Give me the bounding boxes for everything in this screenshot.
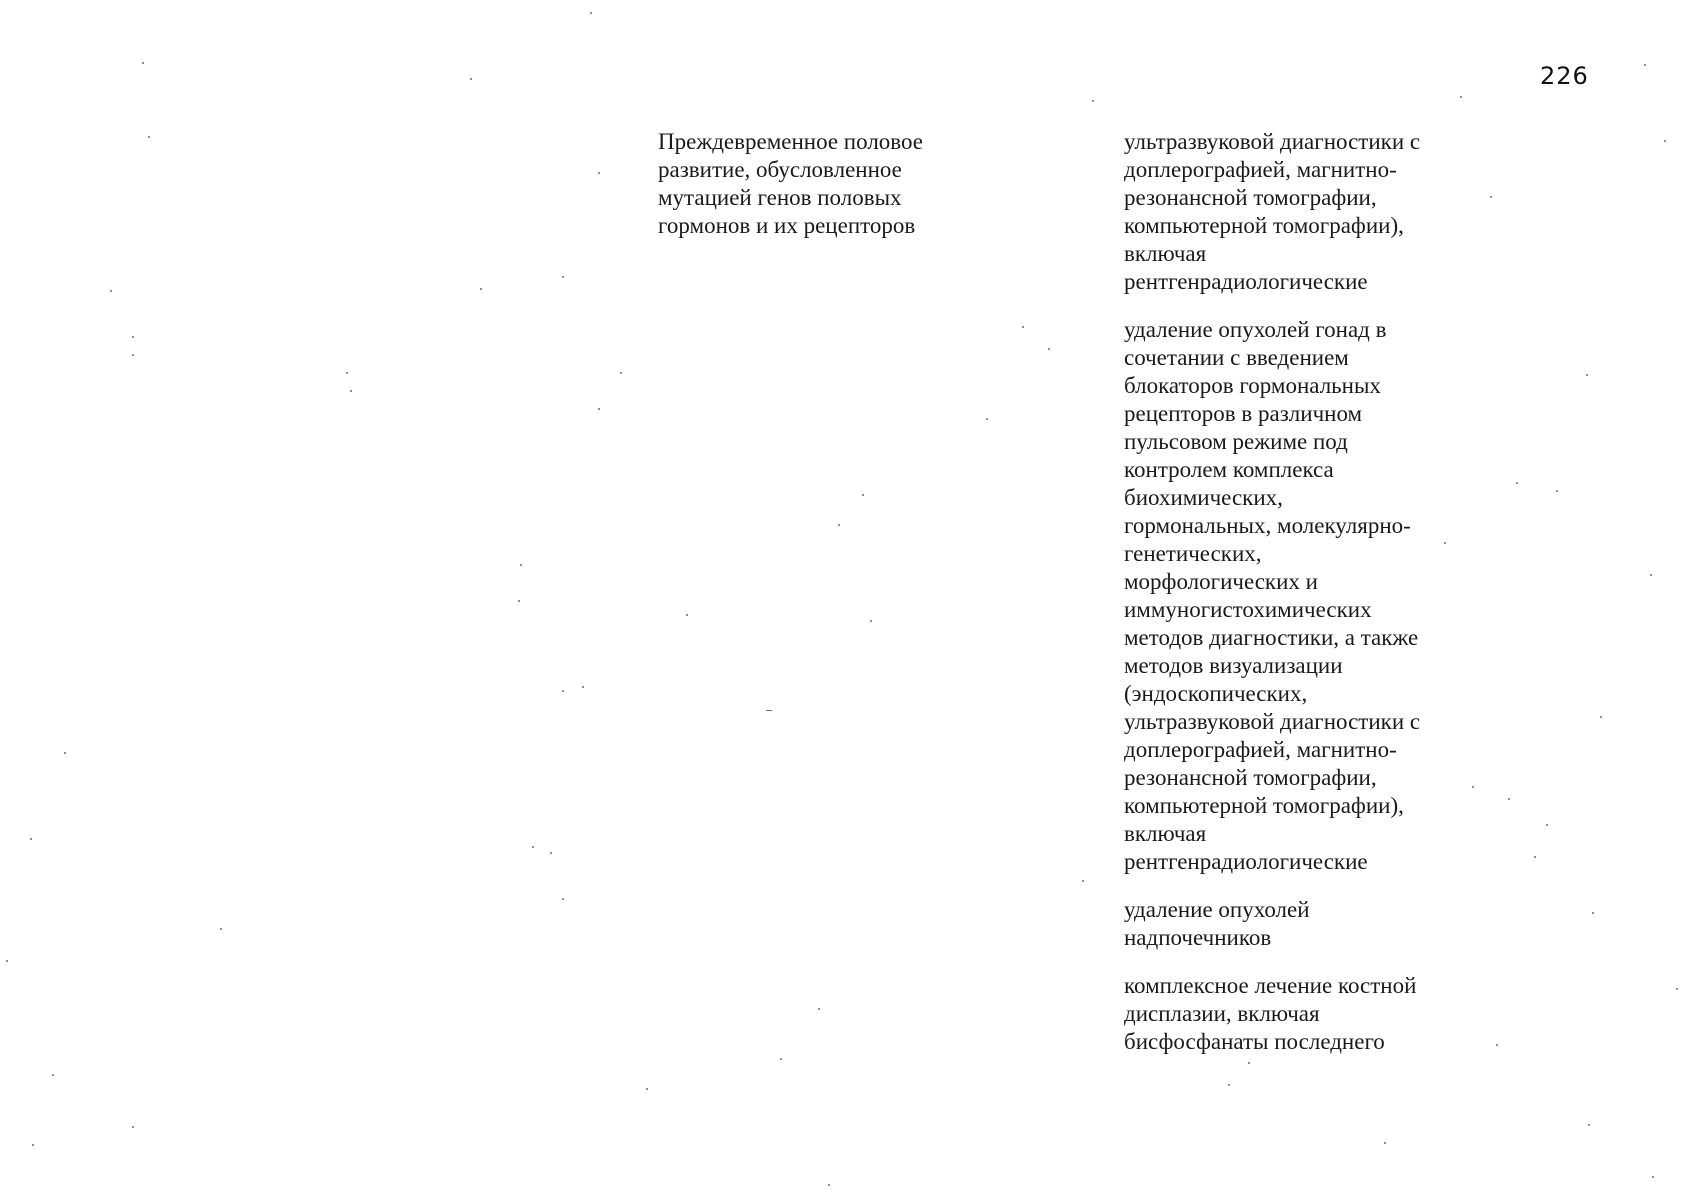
scan-speck bbox=[1048, 348, 1050, 350]
text-line: блокаторов гормональных bbox=[1124, 373, 1381, 398]
text-line: гормонов и их рецепторов bbox=[658, 213, 916, 238]
scan-speck bbox=[1496, 1044, 1498, 1046]
diagnosis-column bbox=[658, 128, 988, 240]
scan-speck bbox=[870, 620, 872, 622]
scan-speck bbox=[1664, 140, 1666, 142]
scan-speck bbox=[1592, 912, 1594, 914]
text-line: методов диагностики, а также bbox=[1124, 625, 1419, 650]
scan-speck bbox=[1650, 574, 1652, 576]
scan-speck bbox=[562, 690, 564, 692]
text-line: мутацией генов половых bbox=[658, 185, 902, 210]
treatment-paragraph-4 bbox=[1124, 972, 1484, 1056]
text-line: развитие, обусловленное bbox=[658, 157, 902, 182]
text-line: пульсовом режиме под bbox=[1124, 429, 1348, 454]
treatment-paragraph-1 bbox=[1124, 128, 1484, 296]
scan-speck bbox=[562, 898, 564, 900]
text-line: Преждевременное половое bbox=[658, 129, 923, 154]
page-number: 226 bbox=[1540, 62, 1589, 90]
scan-speck bbox=[518, 600, 520, 602]
text-line: контролем комплекса bbox=[1124, 457, 1334, 482]
scan-speck bbox=[148, 136, 150, 138]
text-line: рецепторов в различном bbox=[1124, 401, 1363, 426]
text-line: компьютерной томографии), bbox=[1124, 793, 1404, 818]
scan-speck bbox=[32, 1144, 34, 1146]
scan-speck bbox=[1092, 100, 1094, 102]
text-line: удаление опухолей bbox=[1124, 897, 1310, 922]
text-line: доплерографией, магнитно- bbox=[1124, 737, 1397, 762]
text-line: генетических, bbox=[1124, 541, 1262, 566]
scan-speck bbox=[1508, 798, 1510, 800]
scan-speck bbox=[818, 1008, 820, 1010]
scan-speck bbox=[1444, 542, 1446, 544]
scan-speck bbox=[480, 288, 482, 290]
text-line: ультразвуковой диагностики с bbox=[1124, 129, 1421, 154]
scan-speck bbox=[346, 372, 348, 374]
scan-speck bbox=[862, 494, 864, 496]
scan-speck bbox=[1644, 64, 1646, 66]
scan-speck bbox=[1534, 856, 1536, 858]
text-line: включая bbox=[1124, 821, 1207, 846]
scan-speck bbox=[986, 418, 988, 420]
scan-speck bbox=[1228, 1084, 1230, 1086]
scan-speck bbox=[686, 614, 688, 616]
text-line: рентгенрадиологические bbox=[1124, 269, 1368, 294]
text-line: морфологических и bbox=[1124, 569, 1318, 594]
scan-speck bbox=[1022, 326, 1024, 328]
scan-speck bbox=[1652, 1176, 1654, 1178]
scan-speck bbox=[550, 852, 552, 854]
scan-speck bbox=[110, 290, 112, 292]
scan-speck bbox=[1588, 1124, 1590, 1126]
text-line: надпочечников bbox=[1124, 925, 1272, 950]
scan-speck bbox=[64, 752, 66, 754]
text-line: комплексное лечение костной bbox=[1124, 973, 1417, 998]
scan-speck bbox=[598, 408, 600, 410]
text-line: резонансной томографии, bbox=[1124, 765, 1377, 790]
scan-speck bbox=[532, 846, 534, 848]
scan-speck bbox=[220, 928, 222, 930]
scan-speck bbox=[838, 524, 840, 526]
text-line: рентгенрадиологические bbox=[1124, 849, 1368, 874]
scan-speck bbox=[132, 336, 134, 338]
scan-speck bbox=[766, 710, 772, 711]
text-line: резонансной томографии, bbox=[1124, 185, 1377, 210]
text-line: доплерографией, магнитно- bbox=[1124, 157, 1397, 182]
text-line: дисплазии, включая bbox=[1124, 1001, 1320, 1026]
diagnosis-text bbox=[658, 128, 988, 240]
scan-speck bbox=[582, 686, 584, 688]
scan-speck bbox=[1676, 988, 1678, 990]
scan-speck bbox=[52, 1074, 54, 1076]
scan-speck bbox=[780, 1058, 782, 1060]
scan-speck bbox=[1556, 490, 1558, 492]
text-line: ультразвуковой диагностики с bbox=[1124, 709, 1421, 734]
text-line: биохимических, bbox=[1124, 485, 1283, 510]
scan-speck bbox=[142, 62, 144, 64]
scan-speck bbox=[1516, 482, 1518, 484]
scan-speck bbox=[1460, 96, 1462, 98]
scan-speck bbox=[590, 12, 592, 14]
scan-speck bbox=[1082, 880, 1084, 882]
text-line: методов визуализации bbox=[1124, 653, 1343, 678]
scan-speck bbox=[132, 354, 134, 356]
scan-speck bbox=[470, 78, 472, 80]
scan-speck bbox=[646, 1088, 648, 1090]
text-line: (эндоскопических, bbox=[1124, 681, 1308, 706]
scan-speck bbox=[1472, 786, 1474, 788]
scan-speck bbox=[1546, 824, 1548, 826]
scan-speck bbox=[520, 564, 522, 566]
treatment-column bbox=[1124, 128, 1484, 1056]
scan-speck bbox=[1248, 1062, 1250, 1064]
scan-speck bbox=[30, 838, 32, 840]
text-line: сочетании с введением bbox=[1124, 345, 1349, 370]
treatment-paragraph-2 bbox=[1124, 316, 1484, 876]
scan-speck bbox=[562, 276, 564, 278]
scan-speck bbox=[132, 1126, 134, 1128]
scan-speck bbox=[1384, 1142, 1386, 1144]
scan-speck bbox=[1586, 374, 1588, 376]
scan-speck bbox=[1490, 196, 1492, 198]
scan-speck bbox=[6, 960, 8, 962]
text-line: включая bbox=[1124, 241, 1207, 266]
text-line: гормональных, молекулярно- bbox=[1124, 513, 1411, 538]
treatment-paragraph-3 bbox=[1124, 896, 1484, 952]
scan-speck bbox=[1600, 716, 1602, 718]
scan-speck bbox=[598, 172, 600, 174]
text-line: бисфосфанаты последнего bbox=[1124, 1029, 1385, 1054]
text-line: удаление опухолей гонад в bbox=[1124, 317, 1387, 342]
scan-speck bbox=[828, 1184, 830, 1186]
text-line: компьютерной томографии), bbox=[1124, 213, 1404, 238]
text-line: иммуногистохимических bbox=[1124, 597, 1372, 622]
scan-speck bbox=[350, 390, 352, 392]
scan-speck bbox=[620, 372, 622, 374]
